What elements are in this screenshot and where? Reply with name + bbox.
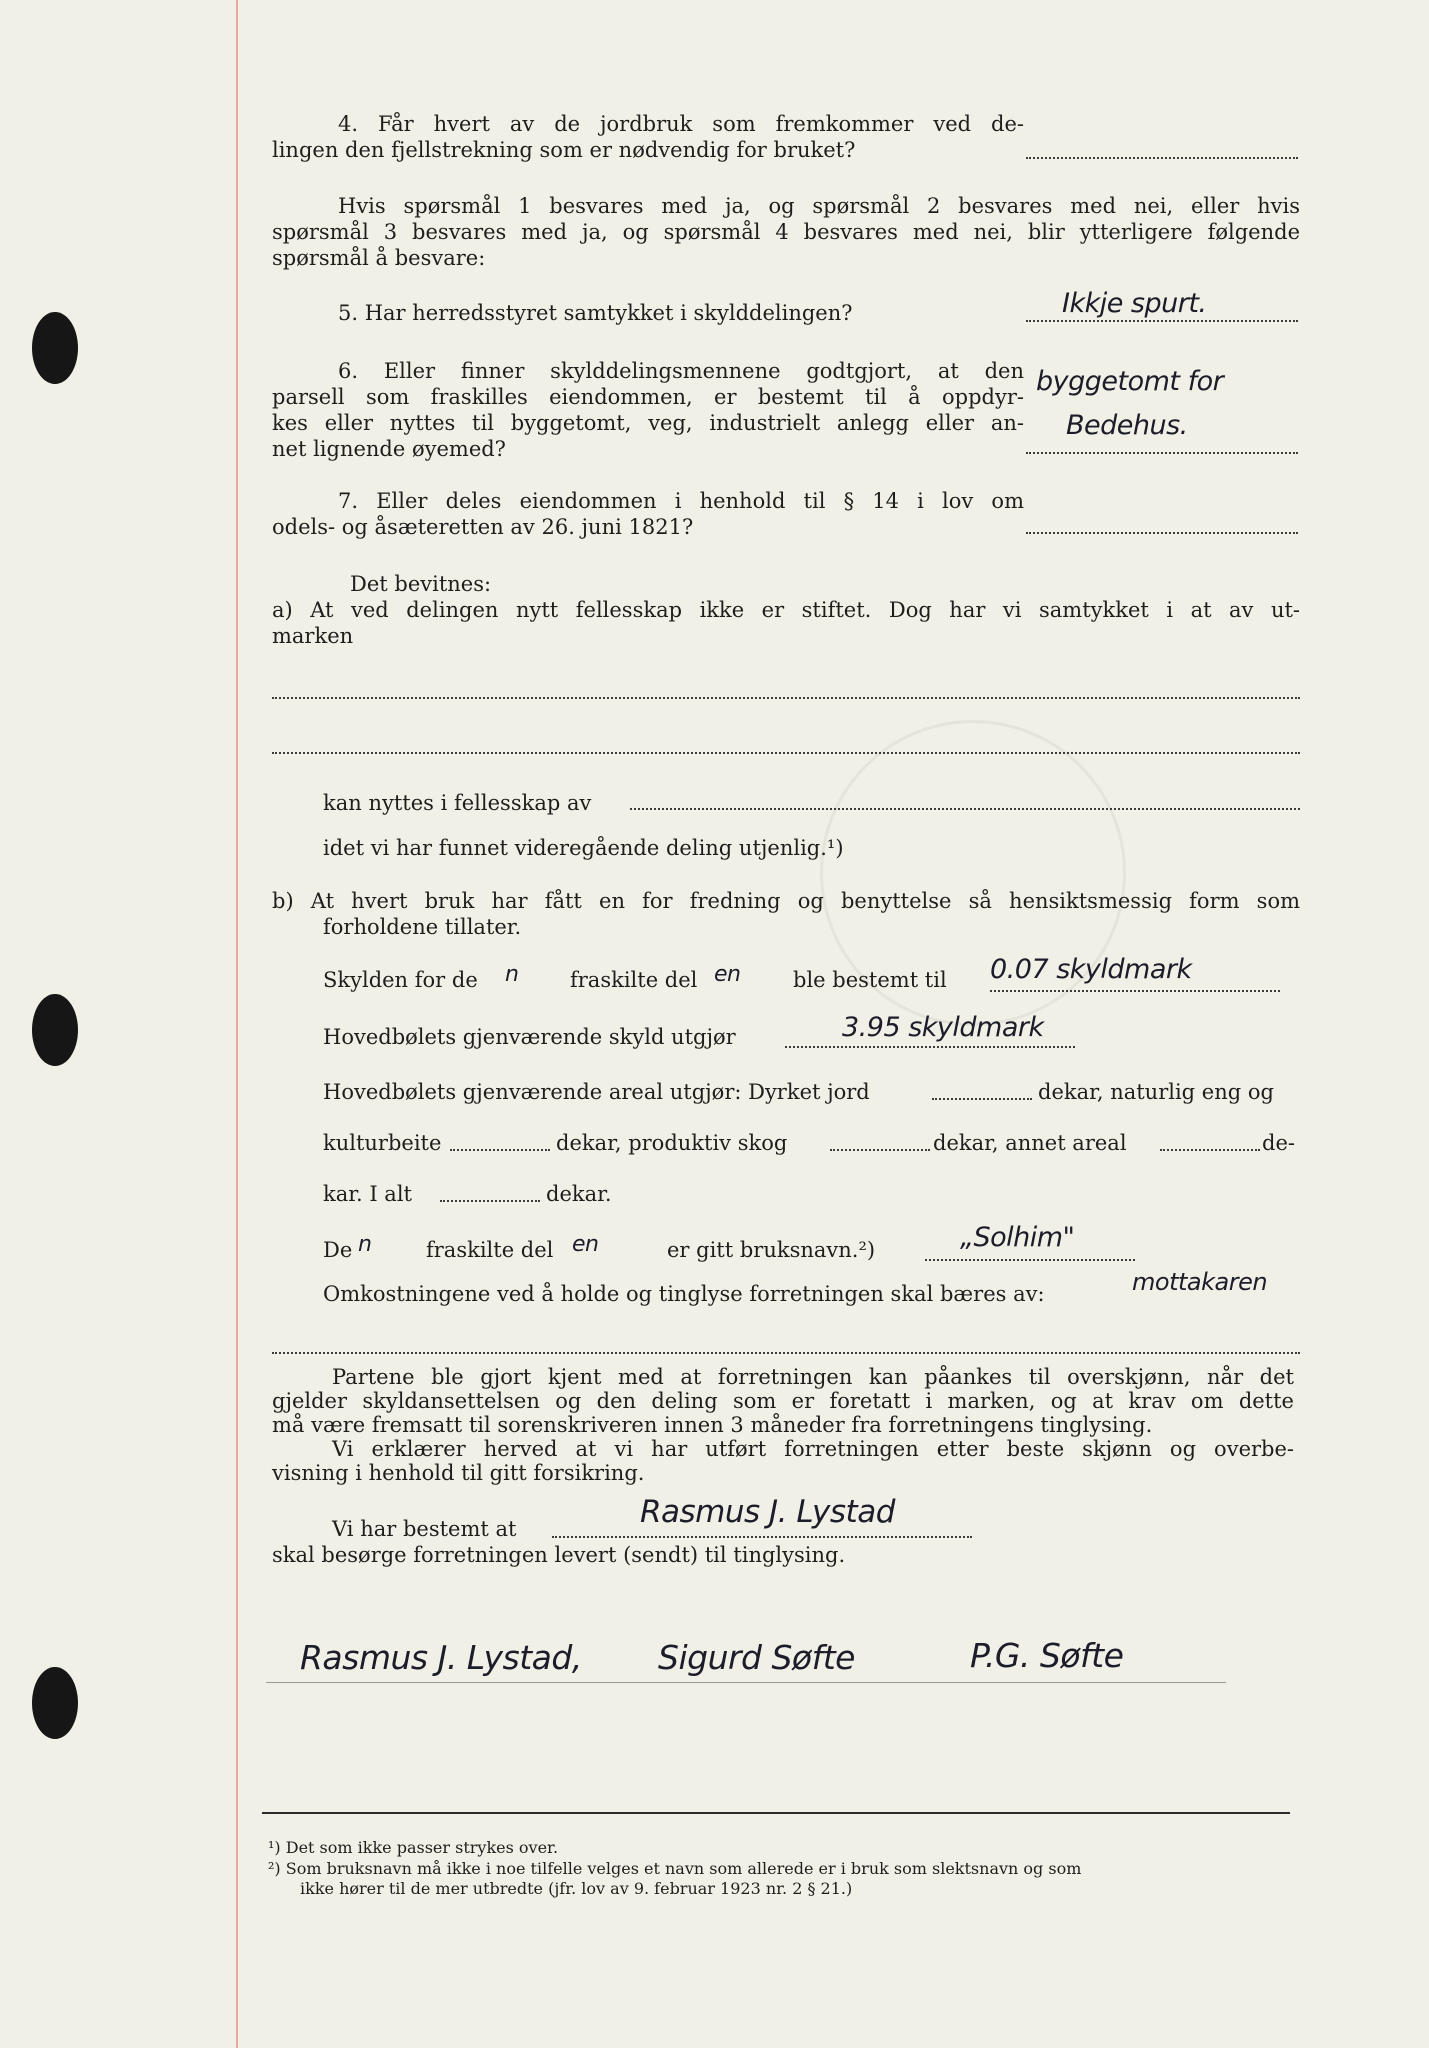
decided-line	[552, 1536, 972, 1538]
footnote-2-line2: ikke hører til de mer utbredte (jfr. lov av 9. februar 1923 nr. 2 § 21.)	[300, 1879, 853, 1898]
signature-3: P.G. Søfte	[970, 1636, 1124, 1675]
punch-hole-top	[32, 312, 78, 384]
bruksnavn-line	[925, 1259, 1135, 1261]
q5-text: 5. Har herredsstyret samtykket i skylddelingen?	[338, 301, 853, 325]
margin-line	[236, 0, 238, 2048]
attest-a-line1: a) At ved delingen nytt fellesskap ikke er stiftet. Dog har vi samtykket i at av ut-	[272, 598, 1300, 622]
annet-line	[1160, 1149, 1260, 1151]
q6-line1: 6. Eller finner skylddelingsmennene godtgjort, at den	[338, 359, 1024, 383]
skyld-fraskilte-label: fraskilte del	[570, 968, 698, 992]
skyld-de-label: Skylden for de	[323, 968, 478, 992]
name-del-ending: en	[572, 1232, 599, 1257]
condition-line3: spørsmål å besvare:	[272, 246, 486, 270]
kar-label: kar. I alt	[323, 1182, 412, 1206]
decided-label: Vi har bestemt at	[332, 1517, 517, 1541]
attest-b-line1: b) At hvert bruk har fått en for fredning og benyttelse så hensiktsmessig form som	[272, 889, 1300, 913]
closing-p1-line1: Partene ble gjort kjent med at forretningen kan påankes til overskjønn, når det	[332, 1365, 1294, 1389]
footnote-1: ¹) Det som ikke passer strykes over.	[268, 1838, 559, 1857]
remaining-skyld-value: 3.95 skyldmark	[842, 1012, 1044, 1043]
footnote-2-line1: ²) Som bruksnavn må ikke i noe tilfelle velges et navn som allerede er i bruk som slektsnavn og som	[268, 1859, 1082, 1878]
skyld-value: 0.07 skyldmark	[990, 954, 1192, 985]
name-gitt-label: er gitt bruksnavn.²)	[667, 1238, 876, 1262]
name-de-ending: n	[358, 1232, 372, 1257]
kultur-line	[450, 1149, 550, 1151]
kar-line	[440, 1200, 540, 1202]
annet-de: de-	[1262, 1131, 1295, 1155]
condition-line2: spørsmål 3 besvares med ja, og spørsmål 4 besvares med nei, blir ytterligere følgende	[272, 220, 1300, 244]
deliver-label: skal besørge forretningen levert (sendt) til tinglysing.	[272, 1543, 846, 1567]
q4-answer-line	[1026, 157, 1298, 159]
costs-value: mottakaren	[1132, 1268, 1268, 1296]
utmark-line-1	[272, 697, 1300, 699]
kar-dekar: dekar.	[546, 1182, 612, 1206]
name-fraskilte-label: fraskilte del	[426, 1238, 554, 1262]
q6-line3: kes eller nyttes til byggetomt, veg, industrielt anlegg eller an-	[272, 411, 1024, 435]
q5-handwritten-answer: Ikkje spurt.	[1062, 288, 1207, 319]
skyld-value-line	[990, 990, 1280, 992]
area-label: Hovedbølets gjenværende areal utgjør: Dyrket jord	[323, 1080, 870, 1104]
footnote-rule	[262, 1812, 1290, 1814]
costs-label: Omkostningene ved å holde og tinglyse forretningen skal bæres av:	[323, 1282, 1045, 1306]
skyld-del-ending: en	[714, 962, 741, 987]
q6-handwritten-answer-2: Bedehus.	[1066, 410, 1188, 441]
closing-p2-line2: visning i henhold til gitt forsikring.	[272, 1461, 645, 1485]
skog-line	[830, 1149, 930, 1151]
kultur-dekar: dekar, produktiv skog	[556, 1131, 788, 1155]
attest-heading: Det bevitnes:	[350, 572, 492, 596]
closing-p2-line1: Vi erklærer herved at vi har utført forretningen etter beste skjønn og overbe-	[332, 1437, 1294, 1461]
remaining-skyld-line	[785, 1046, 1075, 1048]
closing-p1-line3: må være fremsatt til sorenskriveren innen 3 måneder fra forretningens tinglysing.	[272, 1413, 1153, 1437]
further-division: idet vi har funnet videregående deling utjenlig.¹)	[323, 836, 844, 860]
q5-answer-line	[1026, 320, 1298, 322]
name-de-label: De	[323, 1238, 353, 1262]
q7-line1: 7. Eller deles eiendommen i henhold til § 14 i lov om	[338, 489, 1024, 513]
skyld-bestemt-label: ble bestemt til	[793, 968, 947, 992]
utmark-line-2	[272, 752, 1300, 754]
q6-answer-line	[1026, 452, 1298, 454]
q6-handwritten-answer-1: byggetomt for	[1036, 366, 1224, 397]
q4-line2: lingen den fjellstrekning som er nødvendig for bruket?	[272, 138, 856, 162]
kultur-label: kulturbeite	[323, 1131, 442, 1155]
attest-b-line2: forholdene tillater.	[323, 915, 522, 939]
q4-line1: 4. Får hvert av de jordbruk som fremkommer ved de-	[338, 112, 1024, 136]
attest-a-line2: marken	[272, 624, 354, 648]
skog-dekar: dekar, annet areal	[933, 1131, 1127, 1155]
closing-p1-line2: gjelder skyldansettelsen og den deling som er foretatt i marken, og at krav om dette	[272, 1389, 1294, 1413]
area-dekar-1: dekar, naturlig eng og	[1038, 1080, 1274, 1104]
costs-line	[272, 1352, 1300, 1354]
skyld-de-ending: n	[505, 962, 519, 987]
condition-line1: Hvis spørsmål 1 besvares med ja, og spørsmål 2 besvares med nei, eller hvis	[338, 194, 1300, 218]
shared-use-label: kan nyttes i fellesskap av	[323, 791, 592, 815]
bruksnavn-value: „Solhim"	[960, 1222, 1075, 1253]
punch-hole-middle	[32, 994, 78, 1066]
q7-line2: odels- og åsæteretten av 26. juni 1821?	[272, 515, 694, 539]
area-dyrket-line	[932, 1098, 1032, 1100]
punch-hole-bottom	[32, 1667, 78, 1739]
decided-value: Rasmus J. Lystad	[640, 1494, 895, 1530]
q6-line2: parsell som fraskilles eiendommen, er bestemt til å oppdyr-	[272, 385, 1024, 409]
q6-line4: net lignende øyemed?	[272, 437, 506, 461]
signature-line	[266, 1682, 1226, 1683]
signature-2: Sigurd Søfte	[658, 1638, 855, 1677]
q7-answer-line	[1026, 532, 1298, 534]
signature-1: Rasmus J. Lystad,	[300, 1638, 582, 1677]
shared-use-line	[630, 808, 1300, 810]
remaining-skyld-label: Hovedbølets gjenværende skyld utgjør	[323, 1025, 736, 1049]
